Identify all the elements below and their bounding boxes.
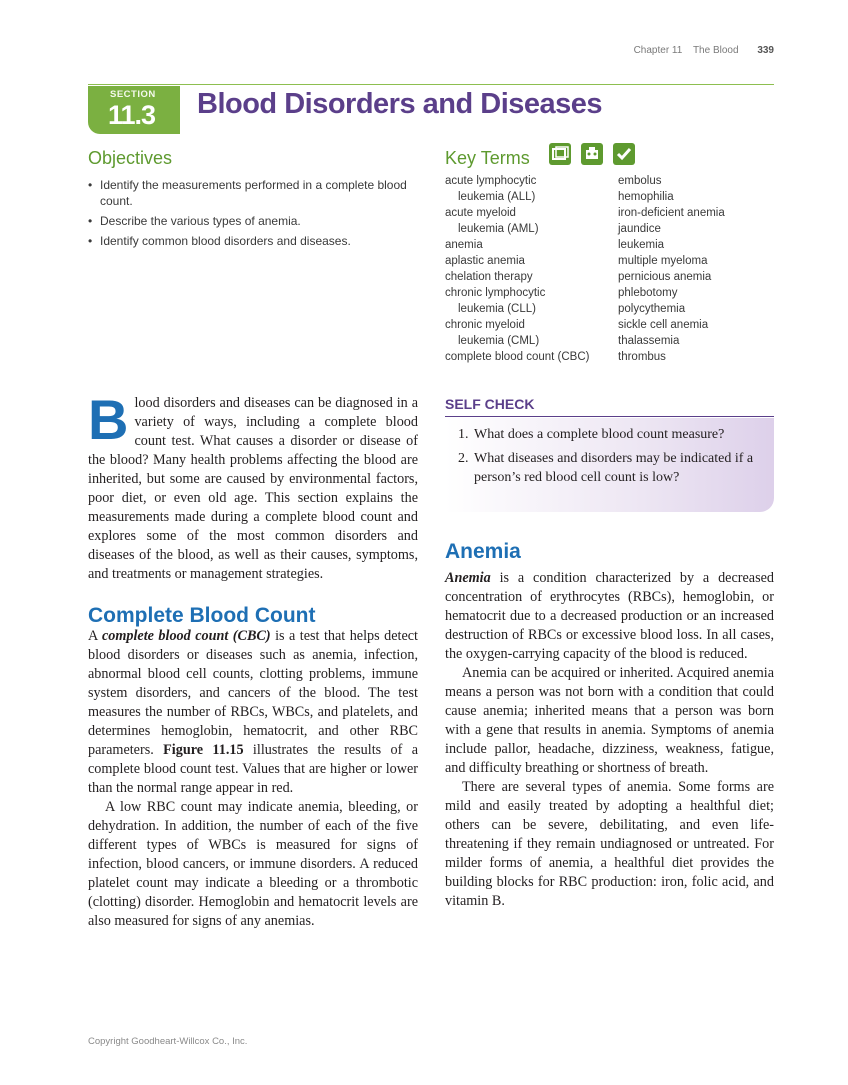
drop-cap: B xyxy=(88,388,129,451)
key-term: multiple myeloma xyxy=(618,255,708,267)
right-column xyxy=(445,569,774,911)
anemia-paragraph-1 xyxy=(445,569,774,664)
key-term: leukemia (CML) xyxy=(458,335,540,347)
chapter-title: The Blood xyxy=(692,45,739,56)
page-number: 339 xyxy=(757,45,774,56)
running-head xyxy=(634,45,774,56)
objectives-list xyxy=(88,177,418,253)
key-term: polycythemia xyxy=(618,303,686,315)
item-number: 1. xyxy=(458,427,469,442)
key-term: phlebotomy xyxy=(618,287,678,299)
checkmark-icon[interactable] xyxy=(613,143,635,165)
key-term: acute lymphocytic xyxy=(445,175,537,187)
intro-paragraph xyxy=(88,388,418,584)
vocabulary-game-icon[interactable] xyxy=(581,143,603,165)
text-span: is a test that helps detect blood disorders or diseases such as anemia, infection, abnormal blood cell counts, clotting problems, immune system disorders, and cancers of the blood. The test measures the number of RBCs, WBCs, and platelets, and determines hemoglobin, hematocrit, and other RBC parameters. xyxy=(88,628,418,758)
key-term: leukemia (AML) xyxy=(458,223,539,235)
intro-text: lood disorders and diseases can be diagnosed in a variety of ways, including a complete blood count test. What causes a disorder or disease of the blood? Many health problems affecting the blood are inherited, but some are caused by environmental factors, poor diet, or even old age. This section explains the measurements made during a complete blood count and explores some of the most common disorders and diseases of the blood, as well as their causes, symptoms, and treatments or management strategies. xyxy=(88,395,418,582)
key-term: thrombus xyxy=(618,351,666,363)
header-rule xyxy=(88,84,774,85)
objectives-heading: Objectives xyxy=(88,148,173,168)
anemia-paragraph-3: There are several types of anemia. Some forms are mild and easily treated by adopting a healthful diet; others can be severe, debilitating, and even life-threatening if they remain undiagnosed or untreated. For milder forms of anemia, a healthful diet provides the building blocks for RBC production: iron, folic acid, and vitamin B. xyxy=(445,779,774,909)
cbc-paragraph-1 xyxy=(88,627,418,798)
self-check-list xyxy=(458,425,768,492)
cbc-heading: Complete Blood Count xyxy=(88,604,316,627)
text-span: illustrates the results of a complete blood count test. Values that are higher or lower than the normal range appear in red. xyxy=(88,742,419,796)
copyright-notice: Copyright Goodheart-Willcox Co., Inc. xyxy=(88,1036,248,1047)
key-term-cbc: complete blood count (CBC) xyxy=(101,628,271,644)
text-span: is a condition characterized by a decreased concentration of erythrocytes (RBCs), hemoglobin, or hematocrit due to a decreased production or an increased destruction of RBCs or excessive blood loss. In all cases, the oxygen-carrying capacity of the blood is reduced. xyxy=(445,570,774,662)
key-terms-heading: Key Terms xyxy=(445,148,530,168)
key-term: anemia xyxy=(445,239,483,251)
key-term: sickle cell anemia xyxy=(618,319,709,331)
key-term: complete blood count (CBC) xyxy=(445,351,590,363)
key-term: acute myeloid xyxy=(445,207,516,219)
key-term: aplastic anemia xyxy=(445,255,525,267)
section-badge xyxy=(88,86,180,134)
text-span: A xyxy=(88,628,102,644)
self-check-rule xyxy=(445,416,774,417)
key-term: chronic lymphocytic xyxy=(445,287,546,299)
page-title: Blood Disorders and Diseases xyxy=(197,88,603,120)
key-term: leukemia (CLL) xyxy=(458,303,536,315)
item-text: What does a complete blood count measure? xyxy=(474,427,725,442)
key-term: embolus xyxy=(618,175,662,187)
self-check-heading: SELF CHECK xyxy=(445,396,535,412)
key-term: chronic myeloid xyxy=(445,319,525,331)
key-terms-column-2 xyxy=(618,173,774,365)
section-number: 11.3 xyxy=(108,100,156,130)
key-term: chelation therapy xyxy=(445,271,533,283)
item-number: 2. xyxy=(458,451,469,466)
chapter-label: Chapter 11 xyxy=(633,45,683,56)
list-item: • Identify the measurements performed in a complete blood count. xyxy=(88,177,418,209)
key-term: jaundice xyxy=(618,223,661,235)
key-term: pernicious anemia xyxy=(618,271,712,283)
list-item: • Identify common blood disorders and diseases. xyxy=(88,233,418,249)
key-terms-column-1 xyxy=(445,173,615,365)
key-term: thalassemia xyxy=(618,335,680,347)
anemia-heading: Anemia xyxy=(445,540,521,563)
key-term: hemophilia xyxy=(618,191,674,203)
flashcards-icon[interactable] xyxy=(549,143,571,165)
list-item xyxy=(458,425,768,444)
list-item xyxy=(458,449,768,487)
left-column xyxy=(88,388,419,931)
list-item: • Describe the various types of anemia. xyxy=(88,213,418,229)
section-label: SECTION xyxy=(110,89,156,100)
item-text: What diseases and disorders may be indicated if a person’s red blood cell count is low? xyxy=(474,451,754,485)
cbc-paragraph-2: A low RBC count may indicate anemia, bleeding, or dehydration. In addition, the number of each of the five different types of WBCs is measured for signs of infection, blood cancers, or immune disorders. A reduced platelet count may indicate a bleeding or a thrombotic (clotting) disorder. Hemoglobin and hematocrit levels are also measured for signs of any anemias. xyxy=(88,799,418,929)
key-term: iron-deficient anemia xyxy=(618,207,725,219)
anemia-paragraph-2: Anemia can be acquired or inherited. Acquired anemia means a person was not born with a condition that could cause anemia; inherited means that a person was born with a gene that results in anemia. Symptoms of anemia include pallor, headache, dizziness, weakness, fatigue, and difficulty breathing or shortness of breath. xyxy=(445,665,774,776)
key-term: leukemia xyxy=(618,239,665,251)
key-term: leukemia (ALL) xyxy=(458,191,536,203)
figure-reference[interactable]: Figure 11.15 xyxy=(163,742,244,758)
key-term-anemia: Anemia xyxy=(445,570,491,586)
